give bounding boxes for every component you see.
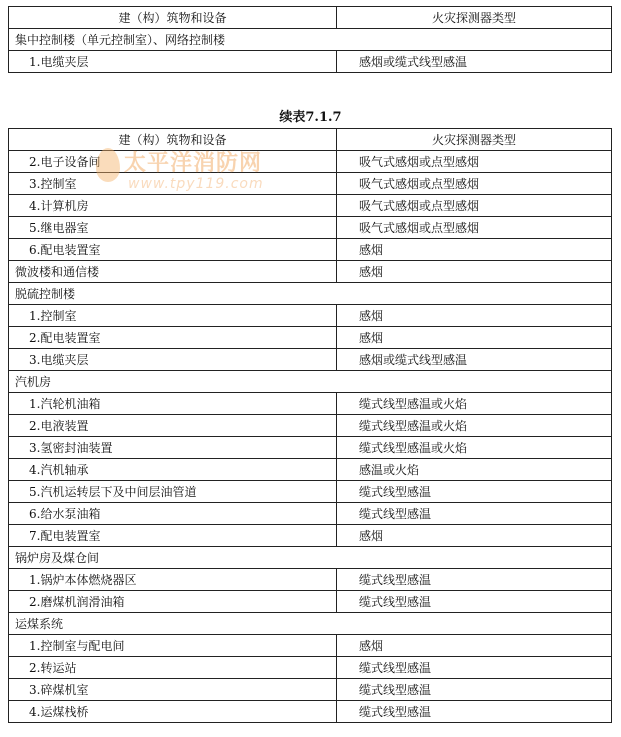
type-cell: 缆式线型感温或火焰: [337, 393, 612, 415]
table-row: [9, 701, 612, 723]
table-row: [9, 415, 612, 437]
table-row: [9, 437, 612, 459]
type-cell: 缆式线型感温: [337, 481, 612, 503]
section-row: [9, 613, 612, 635]
header-detector-type: 火灾探测器类型: [337, 7, 612, 29]
section-label: 汽机房: [9, 371, 612, 393]
header-building: 建（构）筑物和设备: [9, 129, 337, 151]
item-cell: 1.控制室与配电间: [9, 635, 337, 657]
type-cell: 吸气式感烟或点型感烟: [337, 151, 612, 173]
item-cell: 4.汽机轴承: [9, 459, 337, 481]
item-cell: 1.汽轮机油箱: [9, 393, 337, 415]
type-cell: 缆式线型感温: [337, 701, 612, 723]
section-row: [9, 283, 612, 305]
item-cell: 1.电缆夹层: [9, 51, 337, 73]
item-cell: 6.给水泵油箱: [9, 503, 337, 525]
type-cell: 感烟: [337, 239, 612, 261]
continued-table: [8, 128, 612, 723]
table-row: [9, 569, 612, 591]
top-table: [8, 6, 612, 73]
table-header-row: [9, 7, 612, 29]
item-cell: 2.磨煤机润滑油箱: [9, 591, 337, 613]
type-cell: 感烟: [337, 305, 612, 327]
watermark-url: www.tpy119.com: [128, 176, 264, 192]
type-cell: 吸气式感烟或点型感烟: [337, 217, 612, 239]
table-row: [9, 679, 612, 701]
item-cell: 3.碎煤机室: [9, 679, 337, 701]
type-cell: 缆式线型感温或火焰: [337, 415, 612, 437]
item-cell: 1.锅炉本体燃烧器区: [9, 569, 337, 591]
item-cell: 微波楼和通信楼: [9, 261, 337, 283]
table-row: [9, 349, 612, 371]
type-cell: 缆式线型感温: [337, 591, 612, 613]
table-row: [9, 635, 612, 657]
type-cell: 缆式线型感温: [337, 657, 612, 679]
table-row: [9, 591, 612, 613]
item-cell: 3.控制室: [9, 173, 337, 195]
type-cell: 感烟: [337, 525, 612, 547]
type-cell: 感烟或缆式线型感温: [337, 349, 612, 371]
type-cell: 吸气式感烟或点型感烟: [337, 173, 612, 195]
type-cell: 感烟: [337, 327, 612, 349]
item-cell: 4.运煤栈桥: [9, 701, 337, 723]
table-row: [9, 195, 612, 217]
type-cell: 缆式线型感温或火焰: [337, 437, 612, 459]
section-row: [9, 371, 612, 393]
table-row: [9, 305, 612, 327]
item-cell: 5.继电器室: [9, 217, 337, 239]
table-row: [9, 239, 612, 261]
type-cell: 缆式线型感温: [337, 503, 612, 525]
watermark-name: 太平洋消防网: [124, 151, 263, 176]
table-row: [9, 261, 612, 283]
item-cell: 6.配电装置室: [9, 239, 337, 261]
table-row: [9, 217, 612, 239]
table-row: [9, 657, 612, 679]
item-cell: 2.电液装置: [9, 415, 337, 437]
type-cell: 感烟或缆式线型感温: [337, 51, 612, 73]
type-cell: 缆式线型感温: [337, 569, 612, 591]
item-cell: 4.计算机房: [9, 195, 337, 217]
table-title: 续表7.1.7: [279, 110, 342, 125]
item-cell: 7.配电装置室: [9, 525, 337, 547]
type-cell: 缆式线型感温: [337, 679, 612, 701]
table-row: [9, 327, 612, 349]
section-label: 集中控制楼（单元控制室）、网络控制楼: [9, 29, 612, 51]
type-cell: 感温或火焰: [337, 459, 612, 481]
header-detector-type: 火灾探测器类型: [337, 129, 612, 151]
section-label: 锅炉房及煤仓间: [9, 547, 612, 569]
item-cell: 2.转运站: [9, 657, 337, 679]
section-row: [9, 547, 612, 569]
type-cell: 感烟: [337, 261, 612, 283]
type-cell: 吸气式感烟或点型感烟: [337, 195, 612, 217]
section-label: 脱硫控制楼: [9, 283, 612, 305]
table-row: [9, 459, 612, 481]
table-row: [9, 393, 612, 415]
table-row: [9, 51, 612, 73]
table-header-row: [9, 129, 612, 151]
item-cell: 2.配电装置室: [9, 327, 337, 349]
item-cell: 2.电子设备间: [9, 151, 337, 173]
section-label: 运煤系统: [9, 613, 612, 635]
table-row: [9, 503, 612, 525]
item-cell: 3.电缆夹层: [9, 349, 337, 371]
table-row: [9, 173, 612, 195]
item-cell: 3.氢密封油装置: [9, 437, 337, 459]
item-cell: 5.汽机运转层下及中间层油管道: [9, 481, 337, 503]
table-row: [9, 525, 612, 547]
table-row: [9, 151, 612, 173]
table-row: [9, 481, 612, 503]
header-building: 建（构）筑物和设备: [9, 7, 337, 29]
item-cell: 1.控制室: [9, 305, 337, 327]
section-row: [9, 29, 612, 51]
type-cell: 感烟: [337, 635, 612, 657]
